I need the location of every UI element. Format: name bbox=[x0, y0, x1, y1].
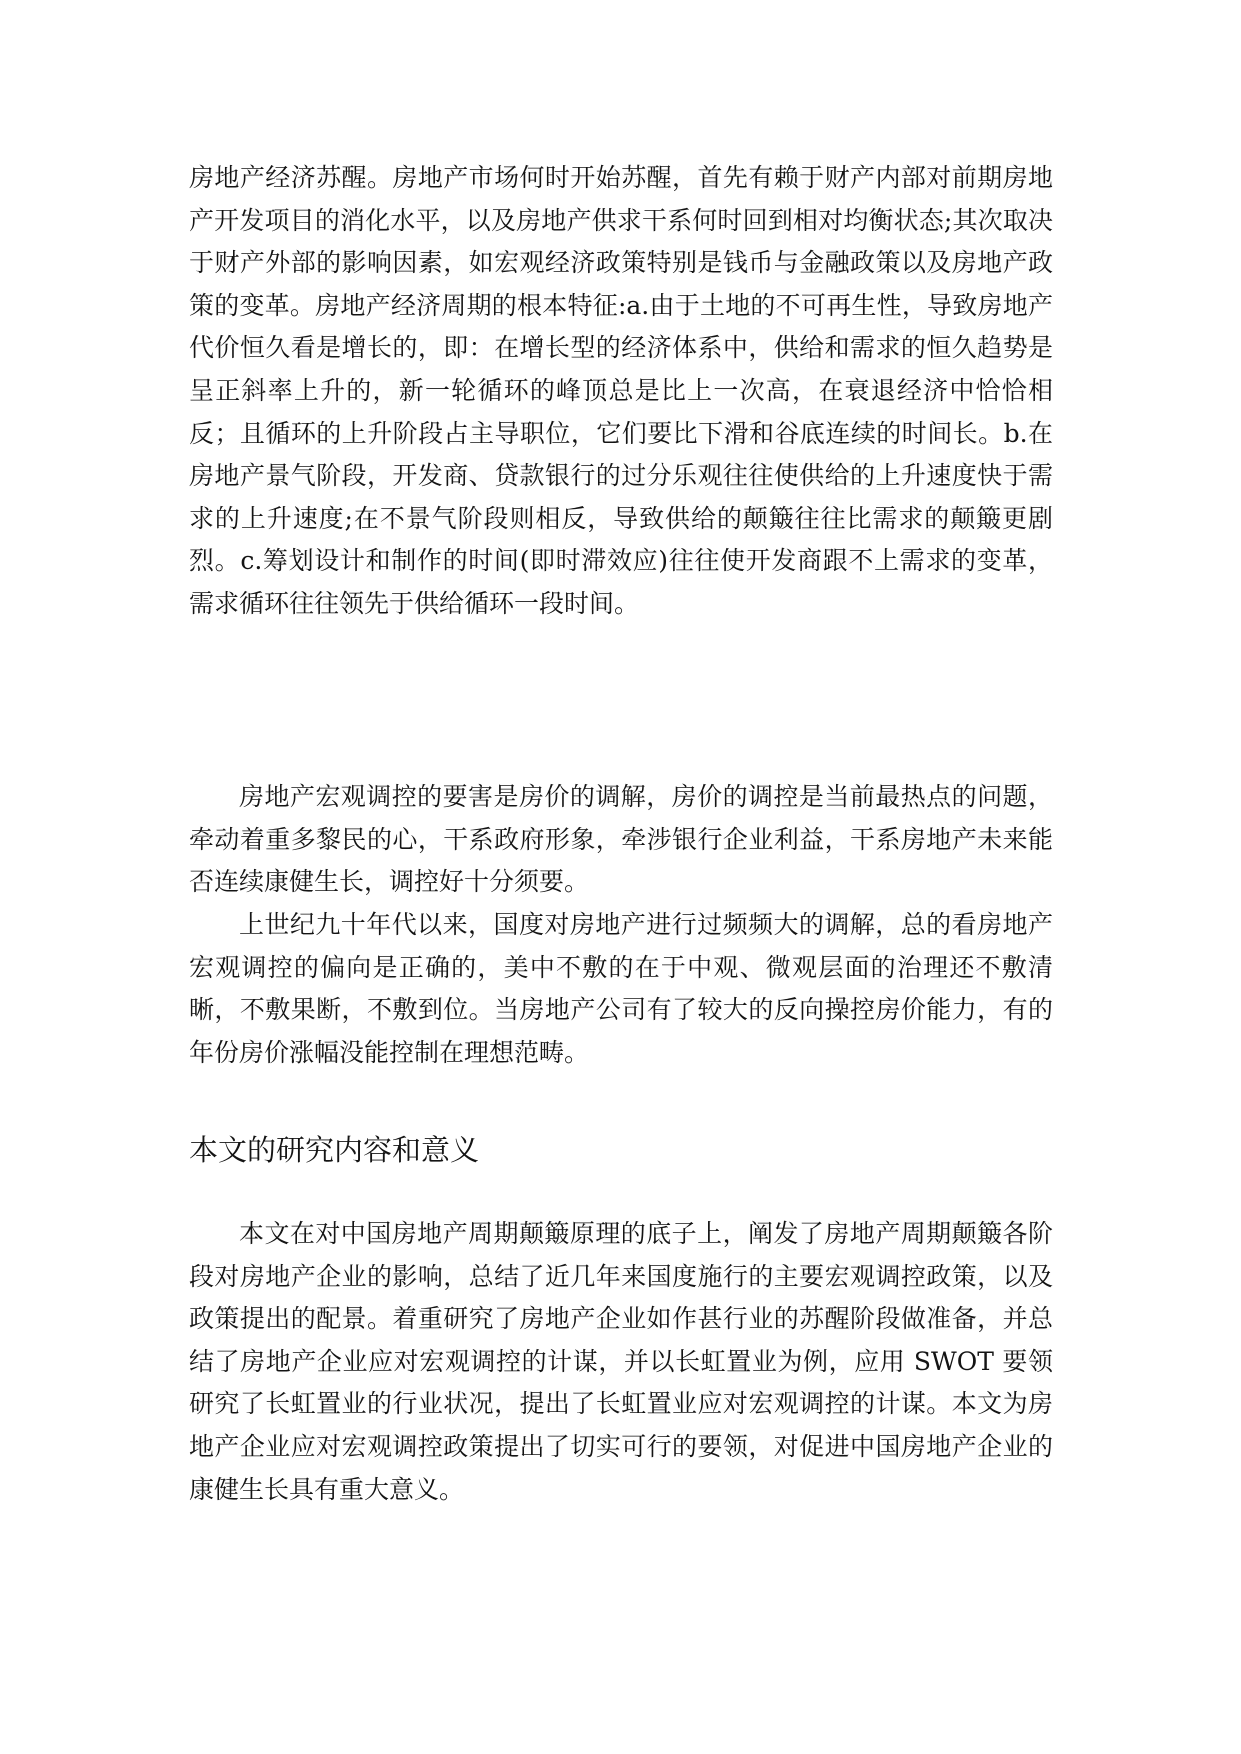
paragraph-macro-control: 房地产宏观调控的要害是房价的调解，房价的调控是当前最热点的问题，牵动着重多黎民的心，干系政府形象，牵涉银行企业利益，干系房地产未来能否连续康健生长，调控好十分须要。 bbox=[189, 782, 1053, 897]
paragraph-nineties-adjustment: 上世纪九十年代以来，国度对房地产进行过频频大的调解，总的看房地产宏观调控的偏向是正确的，美中不敷的在于中观、微观层面的治理还不敷清晰，不敷果断，不敷到位。当房地产公司有了较大的反向操控房价能力，有的年份房价涨幅没能控制在理想范畴。 bbox=[189, 910, 1053, 1067]
paragraph-real-estate-cycle: 房地产经济苏醒。房地产市场何时开始苏醒，首先有赖于财产内部对前期房地产开发项目的消化水平，以及房地产供求干系何时回到相对均衡状态;其次取决于财产外部的影响因素，如宏观经济政策特别是钱币与金融政策以及房地产政策的变革。房地产经济周期的根本特征:a.由于土地的不可再生性，导致房地产代价恒久看是增长的，即：在增长型的经济体系中，供给和需求的恒久趋势是呈正斜率上升的，新一轮循环的峰顶总是比上一次高，在衰退经济中恰恰相反；且循环的上升阶段占主导职位，它们要比下滑和谷底连续的时间长。b.在房地产景气阶段，开发商、贷款银行的过分乐观往往使供给的上升速度快于需求的上升速度;在不景气阶段则相反，导致供给的颠簸往往比需求的颠簸更剧烈。c.筹划设计和制作的时间(即时滞效应)往往使开发商跟不上需求的变革，需求循环往往领先于供给循环一段时间。 bbox=[189, 163, 1053, 618]
paragraph-research-content: 本文在对中国房地产周期颠簸原理的底子上，阐发了房地产周期颠簸各阶段对房地产企业的影响，总结了近几年来国度施行的主要宏观调控政策，以及政策提出的配景。着重研究了房地产企业如作甚行业的苏醒阶段做准备，并总结了房地产企业应对宏观调控的计谋，并以长虹置业为例，应用 SWOT 要领研究了长虹置业的行业状况，提出了长虹置业应对宏观调控的计谋。本文为房地产企业应对宏观调控政策提出了切实可行的要领，对促进中国房地产企业的康健生长具有重大意义。 bbox=[189, 1219, 1053, 1504]
section-heading: 本文的研究内容和意义 bbox=[189, 1133, 480, 1167]
